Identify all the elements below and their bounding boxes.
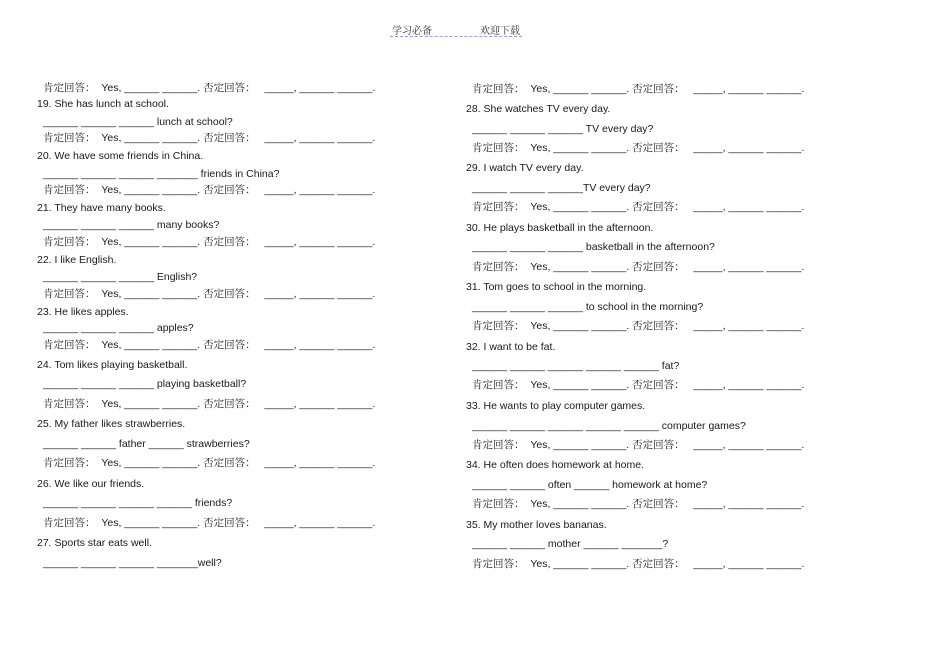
question-line: 21. They have many books. — [37, 202, 166, 214]
answer-line: ______ ______ father ______ strawberries? — [43, 438, 250, 450]
answer-line: 肯定回答： Yes, ______ ______. 否定回答： _____, ______ ______. — [472, 498, 805, 510]
answer-line: 肯定回答： Yes, ______ ______. 否定回答： _____, ______ ______. — [43, 184, 376, 196]
answer-line: ______ ______ ______ lunch at school? — [43, 116, 233, 128]
question-line: 29. I watch TV every day. — [466, 162, 584, 174]
answer-line: 肯定回答： Yes, ______ ______. 否定回答： _____, ______ ______. — [472, 142, 805, 154]
question-line: 32. I want to be fat. — [466, 341, 556, 353]
header-right-text: 欢迎下载 — [480, 26, 520, 37]
answer-line: 肯定回答： Yes, ______ ______. 否定回答： _____, ______ ______. — [472, 320, 805, 332]
answer-line: 肯定回答： Yes, ______ ______. 否定回答： _____, ______ ______. — [43, 236, 376, 248]
answer-line: 肯定回答： Yes, ______ ______. 否定回答： _____, ______ ______. — [43, 457, 376, 469]
question-line: 22. I like English. — [37, 254, 117, 266]
answer-line: ______ ______ often ______ homework at home? — [472, 479, 708, 491]
question-line: 30. He plays basketball in the afternoon. — [466, 222, 654, 234]
answer-line: ______ ______ ______TV every day? — [472, 182, 651, 194]
question-line: 26. We like our friends. — [37, 478, 145, 490]
answer-line: ______ ______ ______ _______well? — [43, 557, 222, 569]
header-left-text: 学习必备 — [392, 26, 432, 37]
answer-line: 肯定回答： Yes, ______ ______. 否定回答： _____, ______ ______. — [43, 132, 376, 144]
question-line: 25. My father likes strawberries. — [37, 418, 186, 430]
answer-line: ______ ______ ______ ______ ______ computer games? — [472, 420, 746, 432]
answer-line: ______ ______ ______ ______ ______ fat? — [472, 360, 680, 372]
answer-line: ______ ______ ______ TV every day? — [472, 123, 654, 135]
question-line: 28. She watches TV every day. — [466, 103, 611, 115]
answer-line: ______ ______ mother ______ _______? — [472, 538, 669, 550]
question-line: 35. My mother loves bananas. — [466, 519, 607, 531]
answer-line: 肯定回答： Yes, ______ ______. 否定回答： _____, ______ ______. — [43, 339, 376, 351]
question-line: 34. He often does homework at home. — [466, 459, 645, 471]
answer-line: ______ ______ ______ playing basketball? — [43, 378, 247, 390]
answer-line: 肯定回答： Yes, ______ ______. 否定回答： _____, ______ ______. — [43, 288, 376, 300]
answer-line: 肯定回答： Yes, ______ ______. 否定回答： _____, ______ ______. — [472, 439, 805, 451]
answer-line: ______ ______ ______ many books? — [43, 219, 220, 231]
question-line: 31. Tom goes to school in the morning. — [466, 281, 647, 293]
question-line: 33. He wants to play computer games. — [466, 400, 646, 412]
question-line: 24. Tom likes playing basketball. — [37, 359, 188, 371]
question-line: 27. Sports star eats well. — [37, 537, 152, 549]
answer-line: ______ ______ ______ English? — [43, 271, 198, 283]
answer-line: 肯定回答： Yes, ______ ______. 否定回答： _____, ______ ______. — [472, 83, 805, 95]
answer-line: ______ ______ ______ ______ friends? — [43, 497, 233, 509]
question-line: 20. We have some friends in China. — [37, 150, 204, 162]
answer-line: 肯定回答： Yes, ______ ______. 否定回答： _____, ______ ______. — [472, 379, 805, 391]
page-header — [390, 22, 522, 37]
answer-line: 肯定回答： Yes, ______ ______. 否定回答： _____, ______ ______. — [472, 201, 805, 213]
answer-line: ______ ______ ______ basketball in the afternoon? — [472, 241, 715, 253]
answer-line: ______ ______ ______ to school in the morning? — [472, 301, 704, 313]
question-line: 23. He likes apples. — [37, 306, 129, 318]
answer-line: 肯定回答： Yes, ______ ______. 否定回答： _____, ______ ______. — [472, 558, 805, 570]
answer-line: 肯定回答： Yes, ______ ______. 否定回答： _____, ______ ______. — [43, 82, 376, 94]
answer-line: ______ ______ ______ _______ friends in China? — [43, 168, 280, 180]
answer-line: ______ ______ ______ apples? — [43, 322, 194, 334]
answer-line: 肯定回答： Yes, ______ ______. 否定回答： _____, ______ ______. — [472, 261, 805, 273]
answer-line: 肯定回答： Yes, ______ ______. 否定回答： _____, ______ ______. — [43, 398, 376, 410]
answer-line: 肯定回答： Yes, ______ ______. 否定回答： _____, ______ ______. — [43, 517, 376, 529]
question-line: 19. She has lunch at school. — [37, 98, 169, 110]
